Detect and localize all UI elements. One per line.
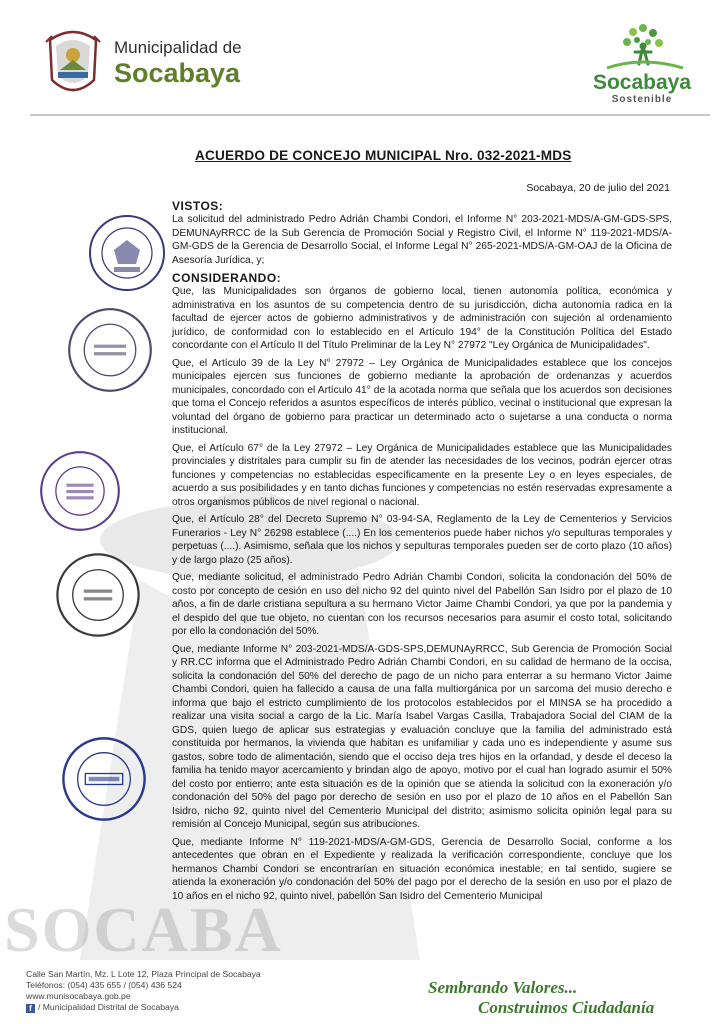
- paragraph: Que, el Artículo 39 de la Ley N° 27972 – Ley Orgánica de Municipalidades establece que los concejos municipales ejercen sus funciones de gobierno mediante la aprobación de ordenanzas y acuerdos municipales, concordado con el Artículo 41° de la acotada norma que señala que los acuerdos son decisiones que toma el Concejo referidos a asuntos específicos de interés público, vecinal o institucional que expresan la voluntad del órgano de gobierno para practicar un determinado acto o sujetarse a una conducta o norma institucional.: [172, 357, 672, 436]
- brand-name: [592, 72, 692, 105]
- municipal-crest-icon: [44, 22, 102, 102]
- facebook-icon: f: [26, 1004, 35, 1013]
- section-heading-vistos: VISTOS:: [172, 199, 224, 213]
- footer-phones: Teléfonos: (054) 435 655 / (054) 436 524: [26, 980, 182, 990]
- seal-stamp-icon: [86, 212, 168, 294]
- footer-facebook-label: / Municipalidad Distrital de Socabaya: [38, 1002, 179, 1012]
- footer-facebook[interactable]: [26, 1002, 261, 1013]
- footer-slogan-line1: Sembrando Valores...: [428, 978, 578, 997]
- seal-stamp-icon: [58, 734, 150, 824]
- footer-address: Calle San Martín, Mz. L Lote 12, Plaza Principal de Socabaya: [26, 969, 261, 979]
- seal-stamp-icon: [66, 306, 154, 394]
- document-date: Socabaya, 20 de julio del 2021: [526, 182, 670, 194]
- paragraph: Que, mediante solicitud, el administrado Pedro Adrián Chambi Condori, solicita la condonación del 50% de costo por concepto de cesión en uso del nicho 92 del quinto nivel del Pabellón San Isidro por el plazo de 10 años, a fin de darle cristiana sepultura a su hermano Victor Jaime Chambi Condori, ya que por la pandemia y el despido del que tue objeto, no cuentan con los recursos necesarios para asumir el costo total, solicitando por ello la condonación del 50%.: [172, 572, 672, 637]
- watermark-text: SOCABA: [4, 894, 283, 965]
- org-name: [114, 38, 242, 88]
- org-name-line1: Municipalidad de: [114, 38, 242, 57]
- paragraph: Que, mediante Informe N° 203-2021-MDS/A-GDS-SPS,DEMUNAyRRCC, Sub Gerencia de Promoción Social y RR.CC informa que el Administrado Pedro Adrián Chambi Condori, en su calidad de hermano de la occisa, solicita la condonación del 50% del derecho de pago de un nicho para enterrar a su hermano Victor Jaime Chambi Condori, quien ha fallecido a causa de una falla multiorgánica por un sarcoma del musio derecho e informa que bajo el estricto cumplimiento de los protocolos establecidos por el MINSA se ha procedido a realizar una visita social a cargo de la Lic. María Isabel Vargas Casilla, Trabajadora Social del CIAM de la GDS, quien luego de aplicar sus estrategias y evaluación concluye que la familia del administrado está constituida por hermanos, la vivienda que habitan es unifamiliar y cada uno es independiente y asume sus gastos, sobre todo de alimentación, siendo que el occiso deja tres hijos en la orfandad, y desde el deceso la familia ha tenido mayor acercamiento y brindan algo de apoyo, motivo por el cual han logrado asumir el 50% del costo por entierro; ante esta situación es de la opinión que se atienda la solicitud con la exoneración y/o condonación del 50% del pago por derecho de sesión en uso por el plazo de 10 años en el Pabellón San Isidro, nicho 92, quinto nivel del Cementerio Municipal del distrito; asimismo solicita opinión legal para su remisión al Concejo Municipal, según sus atribuciones.: [172, 643, 672, 830]
- footer-slogan-line2: Construimos Ciudadanía: [478, 998, 655, 1017]
- brand-name-line2: Sostenible: [611, 94, 673, 105]
- org-name-line2: Socabaya: [114, 58, 241, 88]
- document-title: ACUERDO DE CONCEJO MUNICIPAL Nro. 032-2021-MDS: [195, 148, 572, 163]
- section-heading-considerando: CONSIDERANDO:: [172, 271, 282, 285]
- paragraph: Que, las Municipalidades son órganos de gobierno local, tienen autonomía política, económica y administrativa en los asuntos de su competencia dentro de su jurisdicción, dicha autonomía radica en la facultad de ejercer actos de gobierno administrativos y de administración con sujeción al ordenamiento jurídico, de conformidad con lo establecido en el Artículo 194° de la Constitución Política del Estado concordante con el Artículo II del Título Preliminar de la Ley N° 27972 "Ley Orgánica de Municipalidades".: [172, 286, 672, 351]
- brand-name-line1: Socabaya: [592, 71, 692, 94]
- footer-website[interactable]: www.munisocabaya.gob.pe: [26, 991, 131, 1001]
- header-divider: [30, 114, 710, 116]
- document-body: [172, 198, 672, 907]
- seal-stamp-icon: [52, 550, 144, 640]
- paragraph: Que, el Artículo 67° de la Ley 27972 – Ley Orgánica de Municipalidades establece que las Municipalidades provinciales y distritales para cumplir su fin de atender las necesidades de los vecinos, podrán ejercer otras funciones y competencias no establecidas específicamente en la presente Ley o en leyes especiales, de acuerdo a sus posibilidades y en tanto dichas funciones y competencias no estén reservadas expresamente a otros organismos públicos de nivel regional o nacional.: [172, 442, 672, 508]
- paragraph: La solicitud del administrado Pedro Adrián Chambi Condori, el Informe N° 203-2021-MDS/A-GM-GDS-SPS, DEMUNAyRRCC de la Sub Gerencia de Promoción Social y Registro Civil, el Informe N° 119-2021-MDS/A-GM-GDS de la Gerencia de Desarrollo Social, el Informe Legal N° 265-2021-MDS/A-GM-OAJ de la Oficina de Asesoría Jurídica, y;: [172, 214, 672, 266]
- seal-stamp-icon: [34, 448, 126, 534]
- footer-contact: [26, 969, 261, 1013]
- paragraph: Que, el Artículo 28° del Decreto Supremo N° 03-94-SA, Reglamento de la Ley de Cementerios y Servicios Funerarios - Ley N° 26298 establece (....) En los cementerios puede haber nichos y/o sepulturas temporales y perpetuas (....). Asimismo, señala que los nichos y sepulturas temporales pueden ser de corto plazo (10 años) y de largo plazo (25 años).: [172, 514, 672, 566]
- paragraph: Que, mediante Informe N° 119-2021-MDS/A-GM-GDS, Gerencia de Desarrollo Social, conforme a los antecedentes que obran en el Expediente y realizada la verificación correspondiente, concluye que los hermanos Chambi Condori se encontrarían en situación económica inestable; en tal sentido, sugiere se atienda la exoneración y/o condonación del 50% del pago por el derecho de la sesión en uso por el plazo de 10 años en el nicho 92, quinto nivel, pabellón San Isidro del Cementerio Municipal: [172, 836, 672, 902]
